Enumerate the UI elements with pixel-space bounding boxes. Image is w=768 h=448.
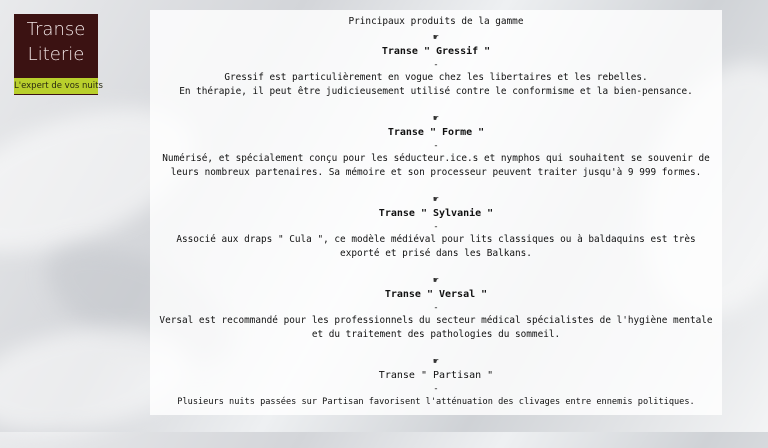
divider-dash: - [433,60,439,70]
product-versal [150,275,722,342]
divider-dash: - [433,303,439,313]
hand-pointing-icon: ☛ [433,357,439,367]
product-sylvanie [150,194,722,261]
product-description: Gressif est particulièrement en vogue chez les libertaires et les rebelles. [224,72,648,83]
product-name: Transe " Sylvanie " [378,208,494,219]
product-description: Versal est recommandé pour les professionnels du secteur médical spécialistes de l'hygiène mentale et du traitement des pathologies du sommeil. [159,315,713,340]
logo-text-line2: Literie [27,44,85,65]
product-name: Transe " Partisan " [378,370,494,381]
product-description: Numérisé, et spécialement conçu pour les séducteur.ice.s et nymphos qui souhaitent se souvenir de leurs nombreux partenaires. Sa mémoire et son processeur peuvent traiter jusqu'à 9 999 formes. [162,153,710,178]
product-name: Transe " Forme " [387,127,485,138]
product-gressif [150,32,722,99]
hand-pointing-icon: ☛ [433,114,439,124]
hand-pointing-icon: ☛ [433,276,439,286]
product-name: Transe " Gressif " [381,46,491,57]
product-description-2: En thérapie, il peut être judicieusement utilisé contre le conformisme et la bien-pensance. [179,86,693,97]
page-heading: Principaux produits de la gamme [348,16,524,27]
product-partisan [150,356,722,409]
logo-text-line1: Transe [26,19,86,40]
product-name: Transe " Versal " [384,289,488,300]
logo-tagline: L'expert de vos nuits [14,78,98,94]
products-panel [150,10,722,415]
divider-dash: - [433,384,439,394]
hand-pointing-icon: ☛ [433,195,439,205]
product-description: Plusieurs nuits passées sur Partisan favorisent l'atténuation des clivages entre ennemis politiques. [177,397,695,407]
divider-dash: - [433,141,439,151]
product-description: Associé aux draps " Cula ", ce modèle médiéval pour lits classiques ou à baldaquins est très exporté et prisé dans les Balkans. [176,234,696,259]
product-forme [150,113,722,180]
hand-pointing-icon: ☛ [433,33,439,43]
divider-dash: - [433,222,439,232]
